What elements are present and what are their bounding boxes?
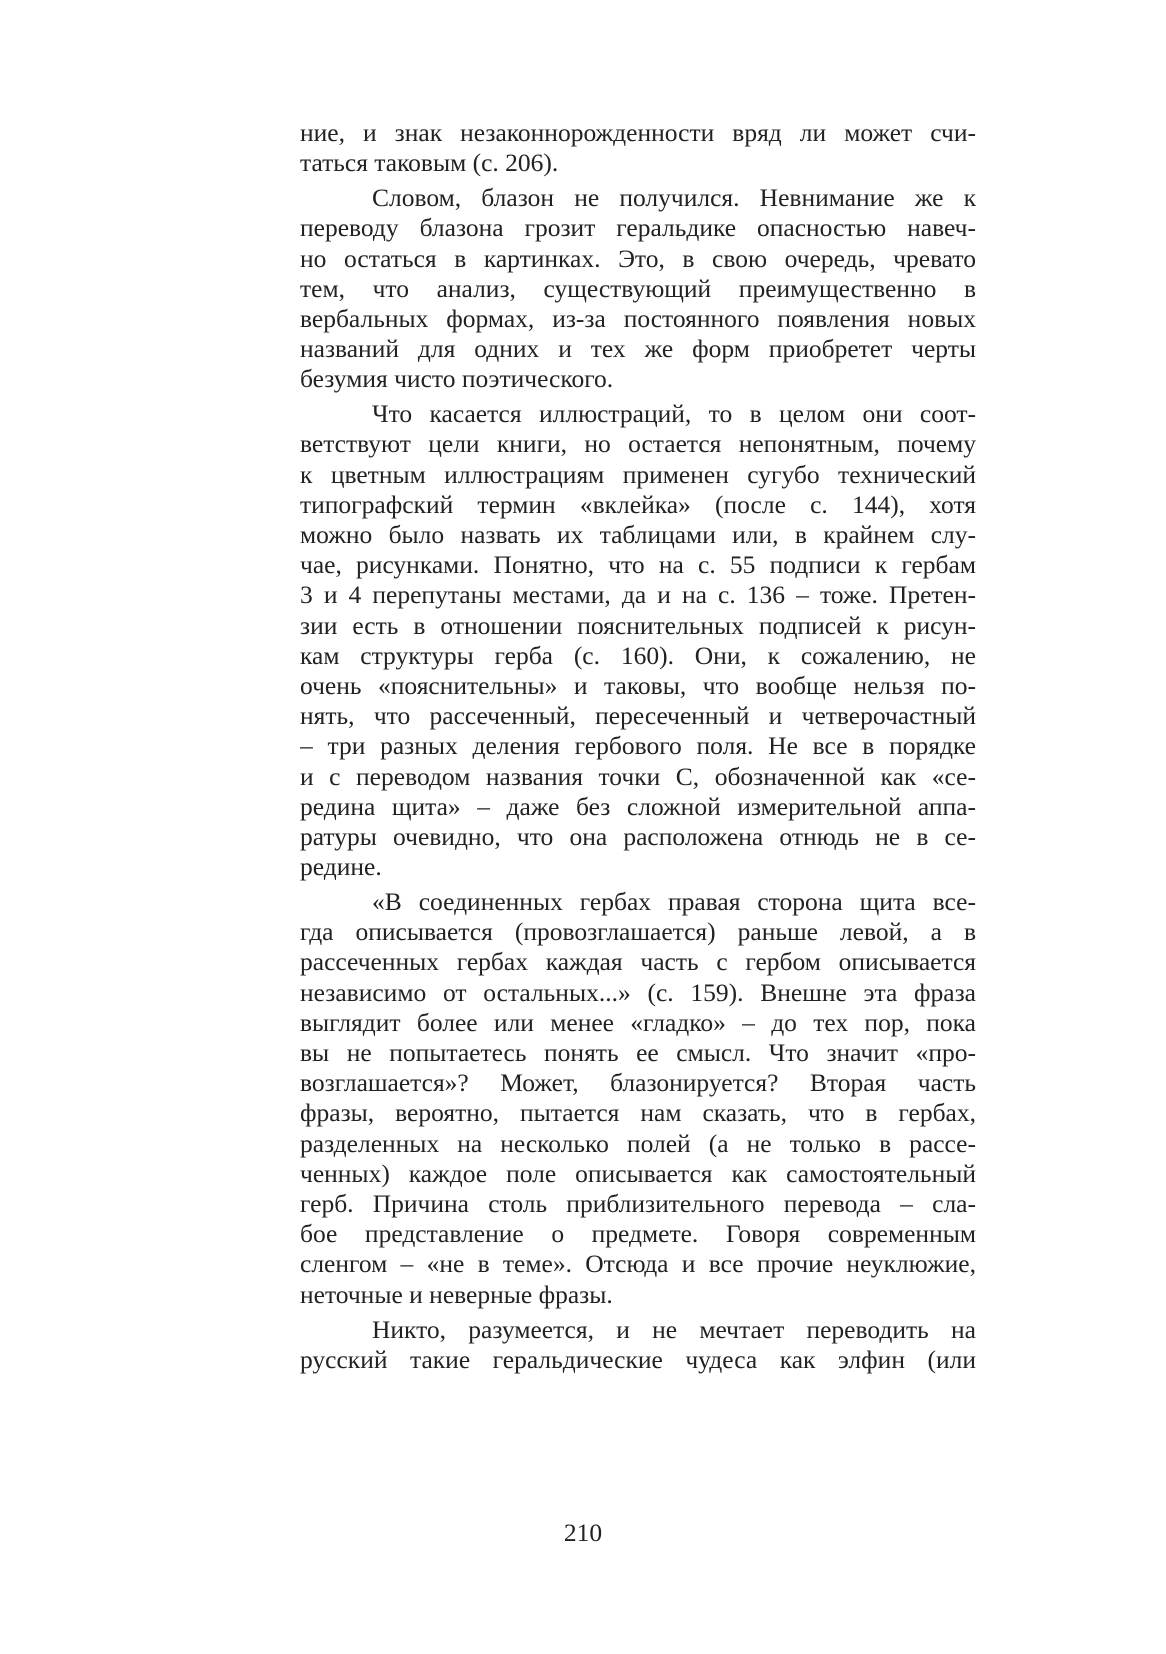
text-line: зии есть в отношении пояснительных подписей к рисун- [300,610,976,640]
text-line: русский такие геральдические чудеса как элфин (или [300,1344,976,1374]
text-line: выглядит более или менее «гладко» – до тех пор, пока [300,1007,976,1037]
paragraph [300,1315,976,1375]
text-line: можно было назвать их таблицами или, в крайнем слу- [300,520,976,550]
text-line: вербальных формах, из-за постоянного появления новых [300,303,976,333]
text-line: таться таковым (с. 206). [300,148,559,178]
text-line: нять, что рассеченный, пересеченный и четверочастный [300,701,976,731]
text-line: Словом, блазон не получился. Невнимание же к [372,183,976,213]
paragraph [300,118,976,178]
page-number: 210 [563,1518,603,1547]
text-line: ратуры очевидно, что она расположена отнюдь не в се- [300,821,976,851]
text-line: и с переводом названия точки С, обозначенной как «се- [300,761,976,791]
text-line: фразы, вероятно, пытается нам сказать, что в гербах, [300,1098,976,1128]
text-line: герб. Причина столь приблизительного перевода – сла- [300,1188,976,1218]
text-line: переводу блазона грозит геральдике опасностью навеч- [300,213,976,243]
text-line: редине. [300,852,382,882]
text-line: гда описывается (провозглашается) раньше левой, а в [300,917,976,947]
text-line: разделенных на несколько полей (а не только в рассе- [300,1128,976,1158]
text-line: «В соединенных гербах правая сторона щита все- [372,887,976,917]
text-line: сленгом – «не в теме». Отсюда и все прочие неуклюжие, [300,1249,976,1279]
text-line: безумия чисто поэтического. [300,364,614,394]
text-line: ветствуют цели книги, но остается непонятным, почему [300,429,976,459]
text-line: редина щита» – даже без сложной измерительной аппа- [300,791,976,821]
text-line: бое представление о предмете. Говоря современным [300,1219,976,1249]
text-line: независимо от остальных...» (с. 159). Внешне эта фраза [300,977,976,1007]
paragraph [300,399,976,882]
text-line: неточные и неверные фразы. [300,1279,613,1309]
text-line: чае, рисунками. Понятно, что на с. 55 подписи к гербам [300,550,976,580]
text-line: тем, что анализ, существующий преимущественно в [300,273,976,303]
text-line: очень «пояснительны» и таковы, что вообще нельзя по- [300,670,976,700]
text-line: 3 и 4 перепутаны местами, да и на с. 136 – тоже. Претен- [300,580,976,610]
text-line: Что касается иллюстраций, то в целом они соот- [372,399,976,429]
text-line: названий для одних и тех же форм приобретет черты [300,334,976,364]
text-line: возглашается»? Может, блазонируется? Вторая часть [300,1068,976,1098]
text-line: вы не попытаетесь понять ее смысл. Что значит «про- [300,1038,976,1068]
body-text [300,118,976,1380]
text-line: рассеченных гербах каждая часть с гербом описывается [300,947,976,977]
text-line: ченных) каждое поле описывается как самостоятельный [300,1158,976,1188]
paragraph [300,183,976,394]
text-line: Никто, разумеется, и не мечтает переводить на [372,1314,976,1344]
text-line: кам структуры герба (с. 160). Они, к сожалению, не [300,640,976,670]
paragraph [300,887,976,1310]
text-line: типографский термин «вклейка» (после с. 144), хотя [300,489,976,519]
text-line: ние, и знак незаконнорожденности вряд ли может счи- [300,118,976,147]
text-line: – три разных деления гербового поля. Не все в порядке [300,731,976,761]
text-line: но остаться в картинках. Это, в свою очередь, чревато [300,243,976,273]
text-line: к цветным иллюстрациям применен сугубо технический [300,459,976,489]
